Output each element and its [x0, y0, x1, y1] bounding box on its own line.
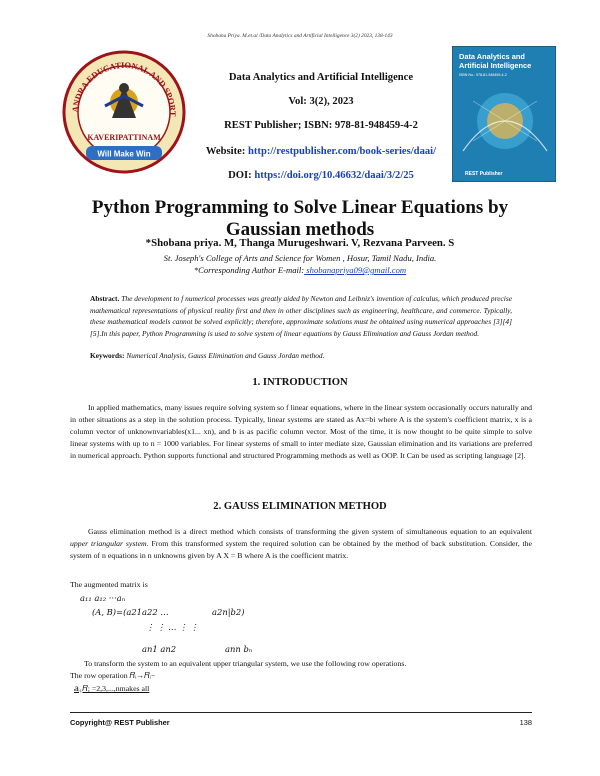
abstract-label: Abstract.: [90, 294, 120, 303]
matrix-row-4-right: 𝑎𝑛𝑛 bₙ: [225, 644, 253, 654]
logo-text-bottom: KAVERIPATTINAM: [87, 133, 161, 142]
augmented-matrix-label: The augmented matrix is: [70, 580, 148, 589]
journal-volume: Vol: 3(2), 2023: [288, 96, 354, 107]
page-number: 138: [519, 718, 532, 727]
section-heading-gauss: 2. GAUSS ELIMINATION METHOD: [213, 501, 387, 512]
matrix-row-2-right: 𝑎2𝑛|𝑏2): [212, 607, 245, 617]
transform-text: To transform the system to an equivalent upper triangular system, we use the following row operations.: [84, 659, 407, 668]
abstract-text: The development to f numerical processes was greatly aided by Newton and Leibniz's invention of calculus, which produced precise mathematical representations of physical reality first and then in other disciplines such as engineering, healthcare, and commerce. Typically, these mathematical models cannot be solved explicitly; therefore, approximate solutions must be obtained using numerical approaches [3][4][5].In this paper, Python Programming is used to solve system of linear equations by Gauss Elimination and Gauss Jordan method.: [90, 294, 512, 338]
matrix-row-3: ⋮ ⋮ … ⋮ ⋮: [146, 622, 199, 632]
abstract: [90, 293, 512, 339]
footer-divider: [70, 712, 532, 713]
matrix-row-4-left: 𝑎𝑛1 𝑎𝑛2: [142, 644, 177, 654]
journal-publisher: REST Publisher; ISBN: 978-81-948459-4-2: [224, 120, 418, 131]
matrix-row-2-left: (A, B)=(𝑎21𝑎22 …: [92, 607, 169, 617]
journal-website: [190, 146, 452, 157]
cover-publisher: REST Publisher: [465, 171, 503, 177]
keywords-label: Keywords:: [90, 351, 125, 360]
website-label: Website:: [205, 146, 248, 157]
trust-logo: [60, 48, 188, 176]
keywords: [90, 351, 512, 360]
section-heading-introduction: 1. INTRODUCTION: [252, 377, 348, 388]
keywords-text: Numerical Analysis, Gauss Elimination and Gauss Jordan method.: [124, 351, 325, 360]
paper-affiliation: St. Joseph's College of Arts and Science for Women , Hosur, Tamil Nadu, India.: [163, 253, 437, 263]
doi-link[interactable]: https://doi.org/10.46632/daai/3/2/25: [254, 170, 414, 181]
matrix-row-1: 𝑎₁₁ 𝑎₁₂ ···aₙ: [80, 593, 126, 603]
gauss-text: [70, 526, 532, 562]
logo-motto: Will Make Win: [97, 149, 151, 159]
row-operation-text-2: 𝑎ᵢ₁𝑅; =2,3,...,nmakes all: [74, 684, 150, 693]
paper-authors: *Shobana priya. M, Thanga Murugeshwari. V, Rezvana Parveen. S: [145, 237, 455, 249]
cover-isbn: ISBN No.: 978-81-948459-4-2: [459, 73, 507, 77]
running-header: Shobana Priya. M.et.al /Data Analytics and Artificial Intelligence 3(2) 2023, 138-143: [207, 33, 393, 39]
logo-text-top: ANDRA EDUCATIONAL AND SPORT: [69, 59, 179, 117]
doi-label: DOI:: [228, 170, 255, 181]
website-link[interactable]: http://restpublisher.com/book-series/daai/: [248, 146, 437, 157]
corresponding-author: [60, 265, 540, 275]
corresponding-label: *Corresponding Author E-mail:: [193, 265, 305, 275]
cover-title: Data Analytics and Artificial Intelligence: [459, 52, 532, 70]
gauss-text-a: Gauss elimination method is a direct method which consists of transforming the given system of simultaneous equation to an equivalent: [88, 527, 532, 536]
introduction-paragraph: [70, 402, 532, 462]
row-operation-text: The row operation 𝑅ᵢ→𝑅ᵢ−: [70, 671, 156, 680]
footer-copyright: Copyright@ REST Publisher: [70, 718, 170, 727]
gauss-text-italic: upper triangular system: [70, 538, 147, 548]
gauss-text-b: . From this transformed system the required solution can be obtained by the method of back substitution. Consider, the system of n equations in n unknowns given by A X = B where A is the coefficient matrix.: [70, 538, 532, 560]
journal-cover: [452, 46, 556, 182]
paper-title-line1: Python Programming to Solve Linear Equations by: [91, 197, 509, 218]
paper-title-line2: Gaussian methods: [225, 219, 375, 240]
paper-title: [60, 197, 540, 241]
gauss-paragraph: [70, 526, 532, 562]
cover-artwork: [453, 81, 555, 161]
corresponding-email-link[interactable]: shobanapriya09@gmail.com: [304, 265, 407, 275]
introduction-text: In applied mathematics, many issues require solving system so f linear equations, where in the linear system occasionally occurs naturally and in other situations as a step in the solution process. Typically, linear systems are stated as Ax=bi where A is the system's coefficient matrix, x is a column vector of unknownvariables(x1... xn), and b is as pacific column vector. Most of the time, it is now thought to be quite simple to solve linear systems with up to n = 1000 variables. For linear systems of small to inter mediate size, Gaussian elimination and its variations are preferred in numerical approach. Python supports functional and structured Programming methods as well as OOP. It Can be used as scripting language [2].: [70, 403, 532, 460]
journal-name: Data Analytics and Artificial Intelligence: [228, 72, 414, 83]
journal-doi: [190, 170, 452, 181]
